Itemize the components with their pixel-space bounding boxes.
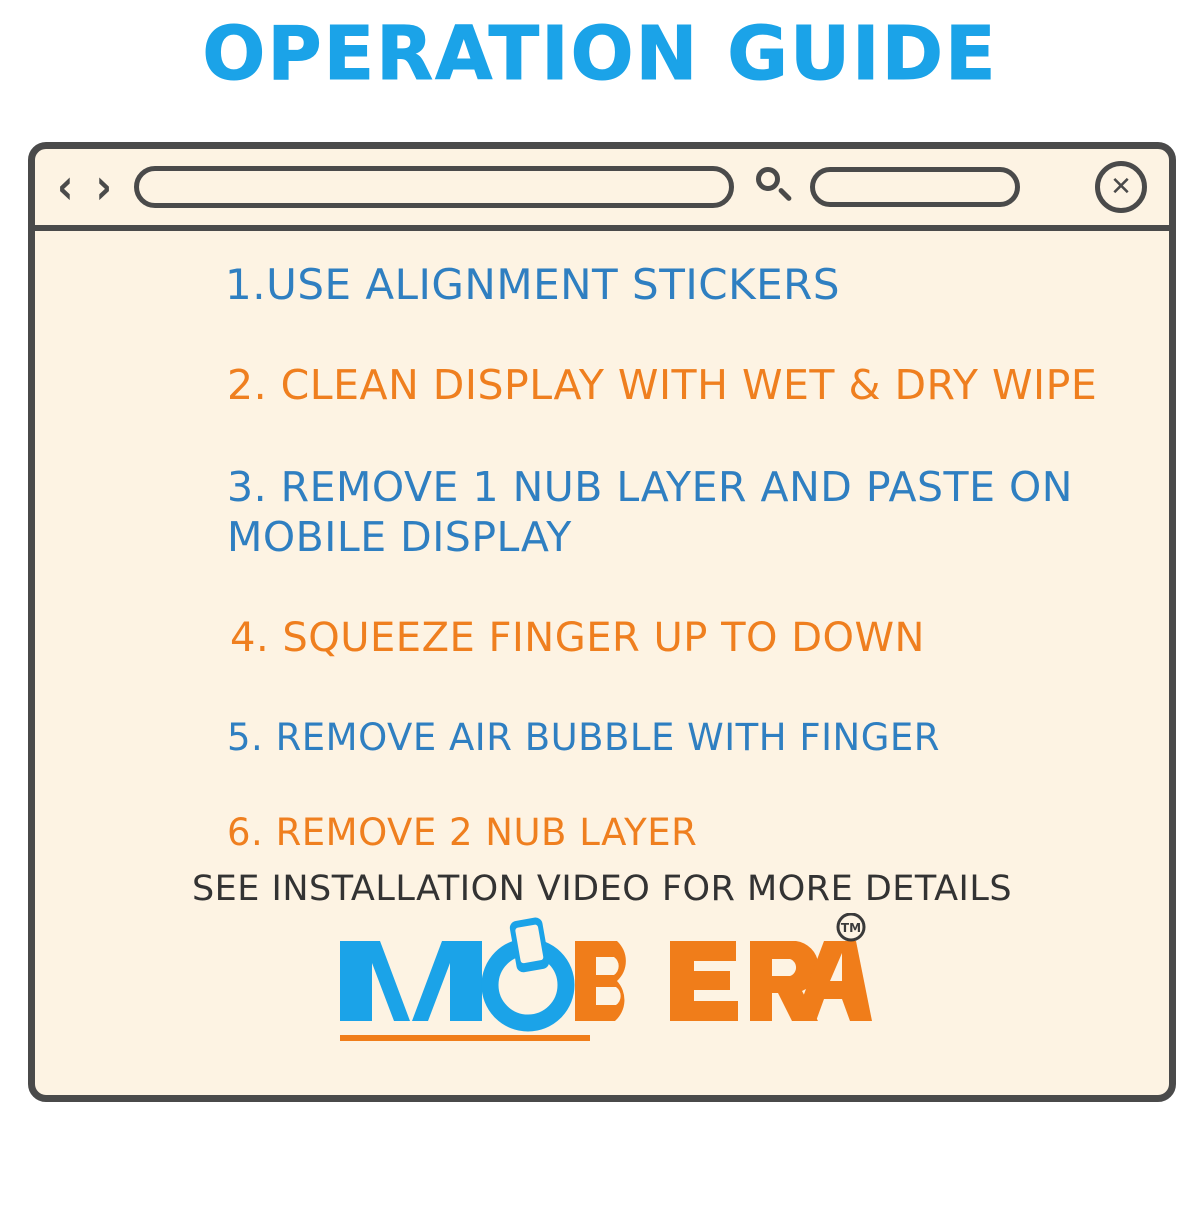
back-icon[interactable]: ‹: [57, 158, 74, 216]
list-item: 5. REMOVE AIR BUBBLE WITH FINGER: [227, 716, 940, 760]
browser-titlebar: [35, 149, 1169, 231]
list-item: 3. REMOVE 1 NUB LAYER AND PASTE ON MOBILE DISPLAY: [227, 463, 1073, 562]
search-icon-lens: [756, 167, 780, 191]
address-input[interactable]: [134, 166, 734, 208]
page-title: OPERATION GUIDE: [202, 11, 998, 97]
browser-window: [28, 142, 1176, 1102]
brand-logo: [75, 913, 1129, 1053]
nav-arrows: [57, 158, 112, 216]
close-icon[interactable]: ✕: [1095, 161, 1147, 213]
svg-text:TM: TM: [840, 921, 862, 936]
list-item: 6. REMOVE 2 NUB LAYER: [227, 811, 698, 855]
footnote-text: SEE INSTALLATION VIDEO FOR MORE DETAILS: [191, 869, 1013, 910]
secondary-input[interactable]: [810, 167, 1020, 207]
search-icon-handle: [778, 187, 793, 202]
steps-list: [35, 231, 1169, 1053]
list-item: 1.USE ALIGNMENT STICKERS: [225, 260, 840, 309]
search-icon[interactable]: [752, 165, 796, 209]
mobera-logo-icon: [332, 913, 872, 1048]
forward-icon[interactable]: ›: [95, 158, 112, 216]
list-item: 2. CLEAN DISPLAY WITH WET & DRY WIPE: [227, 361, 1098, 410]
list-item: 4. SQUEEZE FINGER UP TO DOWN: [230, 615, 925, 662]
